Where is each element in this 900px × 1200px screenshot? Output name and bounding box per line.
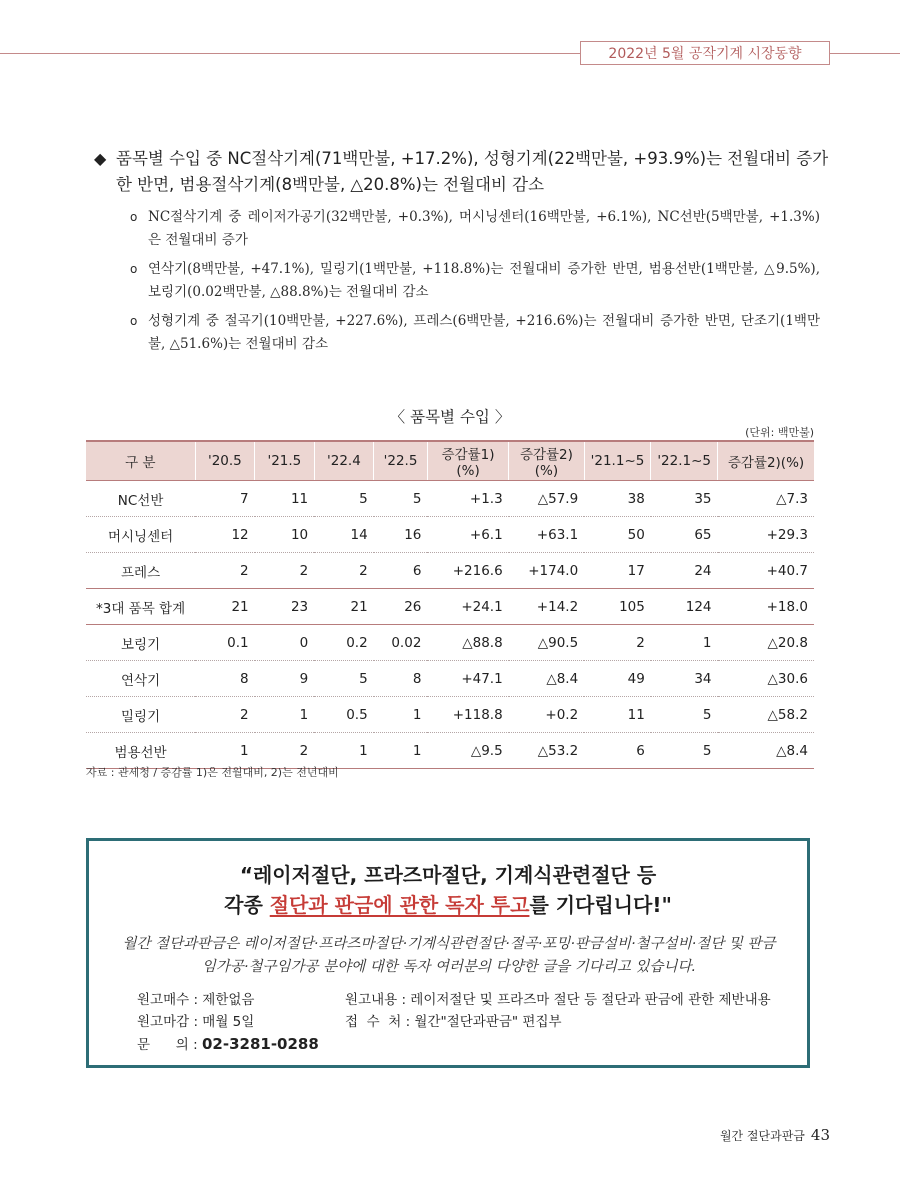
notice-desc-line1: 월간 절단과판금은 레이저절단·프라즈마절단·기계식관련절단·절곡·포밍·판금설비·철구설비·절단 및 판금 xyxy=(122,936,776,952)
table-cell: 2 xyxy=(195,553,255,589)
table-cell: 5 xyxy=(651,733,718,769)
table-cell: △7.3 xyxy=(718,481,814,517)
table-row xyxy=(86,661,814,697)
table-row xyxy=(86,481,814,517)
circle-bullet-icon: o xyxy=(130,314,138,328)
table-header-cell: '21.5 xyxy=(255,441,315,481)
table-cell: △30.6 xyxy=(718,661,814,697)
table-cell: △53.2 xyxy=(509,733,584,769)
table-cell: 0.02 xyxy=(374,625,428,661)
table-cell: 50 xyxy=(584,517,651,553)
page-footer xyxy=(720,1126,830,1144)
row-label: 범용선반 xyxy=(86,733,195,769)
table-cell: 21 xyxy=(314,589,374,625)
diamond-bullet-icon: ◆ xyxy=(94,149,107,168)
table-cell: 17 xyxy=(584,553,651,589)
table-cell: 9 xyxy=(255,661,315,697)
table-cell: 8 xyxy=(195,661,255,697)
table-cell: △90.5 xyxy=(509,625,584,661)
notice-count: 원고매수 : 제한없음 xyxy=(137,992,255,1008)
summary-sub-item xyxy=(130,206,820,252)
summary-main-text: 품목별 수입 중 NC절삭기계(71백만불, +17.2%), 성형기계(22백만불, +93.9%)는 전월대비 증가한 반면, 범용절삭기계(8백만불, △20.8%)는 전월대비 감소 xyxy=(116,149,829,194)
summary-sub-item xyxy=(130,310,820,356)
table-cell: +1.3 xyxy=(427,481,508,517)
table-title: 〈 품목별 수입 〉 xyxy=(389,408,511,426)
table-cell: 0.5 xyxy=(314,697,374,733)
table-header-cell: 증감률2)(%) xyxy=(718,441,814,481)
table-cell: 1 xyxy=(374,733,428,769)
summary-main xyxy=(94,146,830,198)
page-number: 43 xyxy=(810,1126,830,1144)
table-cell: 0 xyxy=(255,625,315,661)
notice-title-line2 xyxy=(89,889,807,918)
table-cell: △58.2 xyxy=(718,697,814,733)
table-cell: +0.2 xyxy=(509,697,584,733)
table-cell: 2 xyxy=(255,733,315,769)
row-label: *3대 품목 합계 xyxy=(86,589,195,625)
table-cell: 5 xyxy=(314,661,374,697)
table-header-cell: '21.1~5 xyxy=(584,441,651,481)
footer-magazine: 월간 절단과판금 xyxy=(719,1129,805,1143)
table-cell: 6 xyxy=(584,733,651,769)
table-unit: (단위: 백만불) xyxy=(745,426,814,439)
table-cell: 2 xyxy=(584,625,651,661)
row-label: 프레스 xyxy=(86,553,195,589)
import-table xyxy=(86,440,814,769)
table-cell: +174.0 xyxy=(509,553,584,589)
notice-info-right xyxy=(345,989,771,1033)
table-cell: 0.2 xyxy=(314,625,374,661)
table-cell: 49 xyxy=(584,661,651,697)
summary-sub-text: NC절삭기계 중 레이저가공기(32백만불, +0.3%), 머시닝센터(16백만불, +6.1%), NC선반(5백만불, +1.3%)은 전월대비 증가 xyxy=(148,209,820,248)
table-cell: 1 xyxy=(314,733,374,769)
table-header-cell: '22.4 xyxy=(314,441,374,481)
table-cell: 1 xyxy=(374,697,428,733)
row-label: 보링기 xyxy=(86,625,195,661)
table-cell: +63.1 xyxy=(509,517,584,553)
notice-title-highlight: 절단과 판금에 관한 독자 투고 xyxy=(269,893,530,917)
table-cell: 1 xyxy=(195,733,255,769)
table-row xyxy=(86,553,814,589)
notice-title-line1: “레이저절단, 프라즈마절단, 기계식관련절단 등 xyxy=(239,863,657,887)
table-header-cell: 증감률1)(%) xyxy=(427,441,508,481)
table-cell: 65 xyxy=(651,517,718,553)
contribution-notice xyxy=(86,838,810,1068)
table-cell: 24 xyxy=(651,553,718,589)
table-cell: +47.1 xyxy=(427,661,508,697)
header-title: 2022년 5월 공작기계 시장동향 xyxy=(580,41,830,65)
row-label: 머시닝센터 xyxy=(86,517,195,553)
table-cell: 124 xyxy=(651,589,718,625)
table-cell: △88.8 xyxy=(427,625,508,661)
table-header-cell: '22.1~5 xyxy=(651,441,718,481)
table-cell: 2 xyxy=(255,553,315,589)
table-cell: 1 xyxy=(651,625,718,661)
table-cell: 6 xyxy=(374,553,428,589)
table-cell: △9.5 xyxy=(427,733,508,769)
table-cell: △8.4 xyxy=(718,733,814,769)
notice-title-post: 를 기다립니다!" xyxy=(529,893,672,917)
table-header-cell: '20.5 xyxy=(195,441,255,481)
table-cell: △57.9 xyxy=(509,481,584,517)
table-row xyxy=(86,517,814,553)
row-label: NC선반 xyxy=(86,481,195,517)
table-cell: 11 xyxy=(584,697,651,733)
table-cell: 23 xyxy=(255,589,315,625)
table-cell: 34 xyxy=(651,661,718,697)
circle-bullet-icon: o xyxy=(130,210,138,224)
notice-title-pre: 각종 xyxy=(224,893,270,917)
notice-deadline: 원고마감 : 매월 5일 xyxy=(137,1014,255,1030)
row-label: 연삭기 xyxy=(86,661,195,697)
table-cell: +24.1 xyxy=(427,589,508,625)
table-cell: 0.1 xyxy=(195,625,255,661)
notice-info-left xyxy=(137,989,319,1056)
table-row xyxy=(86,589,814,625)
table-cell: 8 xyxy=(374,661,428,697)
notice-desc-line2: 임가공·철구임가공 분야에 대한 독자 여러분의 다양한 글을 기다리고 있습니다. xyxy=(201,959,697,975)
table-cell: 21 xyxy=(195,589,255,625)
table-cell: +14.2 xyxy=(509,589,584,625)
row-label: 밀링기 xyxy=(86,697,195,733)
table-cell: △20.8 xyxy=(718,625,814,661)
table-cell: 14 xyxy=(314,517,374,553)
table-cell: +216.6 xyxy=(427,553,508,589)
summary-sub-text: 성형기계 중 절곡기(10백만불, +227.6%), 프레스(6백만불, +216.6%)는 전월대비 증가한 반면, 단조기(1백만불, △51.6%)는 전월대비 감소 xyxy=(148,313,820,352)
table-cell: 38 xyxy=(584,481,651,517)
table-cell: +40.7 xyxy=(718,553,814,589)
table-cell: 1 xyxy=(255,697,315,733)
table-cell: 2 xyxy=(195,697,255,733)
table-cell: +118.8 xyxy=(427,697,508,733)
table-header-cell: '22.5 xyxy=(374,441,428,481)
notice-inquiry xyxy=(137,1033,319,1056)
table-cell: 35 xyxy=(651,481,718,517)
table-cell: 26 xyxy=(374,589,428,625)
table-header-cell: 구 분 xyxy=(86,441,195,481)
table-cell: 10 xyxy=(255,517,315,553)
table-header-cell: 증감률2)(%) xyxy=(509,441,584,481)
notice-description xyxy=(109,933,789,979)
table-row xyxy=(86,625,814,661)
circle-bullet-icon: o xyxy=(130,262,138,276)
table-cell: 7 xyxy=(195,481,255,517)
summary-sub-item xyxy=(130,258,820,304)
notice-inquiry-label: 문 의 : xyxy=(137,1037,202,1053)
summary-sub-text: 연삭기(8백만불, +47.1%), 밀링기(1백만불, +118.8%)는 전월대비 증가한 반면, 범용선반(1백만불, △9.5%), 보링기(0.02백만불, △88.8%)는 전월대비 감소 xyxy=(148,261,820,300)
table-cell: +18.0 xyxy=(718,589,814,625)
table-cell: 12 xyxy=(195,517,255,553)
table-header-row xyxy=(86,441,814,481)
notice-submit: 접 수 처 : 월간"절단과판금" 편집부 xyxy=(345,1014,562,1030)
table-cell: 11 xyxy=(255,481,315,517)
table-cell: 16 xyxy=(374,517,428,553)
notice-phone: 02-3281-0288 xyxy=(201,1035,319,1053)
table-source: 자료 : 관세청 / 증감률 1)은 전월대비, 2)는 전년대비 xyxy=(86,766,339,779)
table-cell: △8.4 xyxy=(509,661,584,697)
table-cell: +6.1 xyxy=(427,517,508,553)
table-cell: 105 xyxy=(584,589,651,625)
table-cell: 5 xyxy=(314,481,374,517)
table-row xyxy=(86,697,814,733)
table-cell: 5 xyxy=(374,481,428,517)
table-cell: 2 xyxy=(314,553,374,589)
summary-subs xyxy=(130,206,820,362)
notice-content: 원고내용 : 레이저절단 및 프라즈마 절단 등 절단과 판금에 관한 제반내용 xyxy=(345,992,771,1008)
table-cell: +29.3 xyxy=(718,517,814,553)
table-cell: 5 xyxy=(651,697,718,733)
